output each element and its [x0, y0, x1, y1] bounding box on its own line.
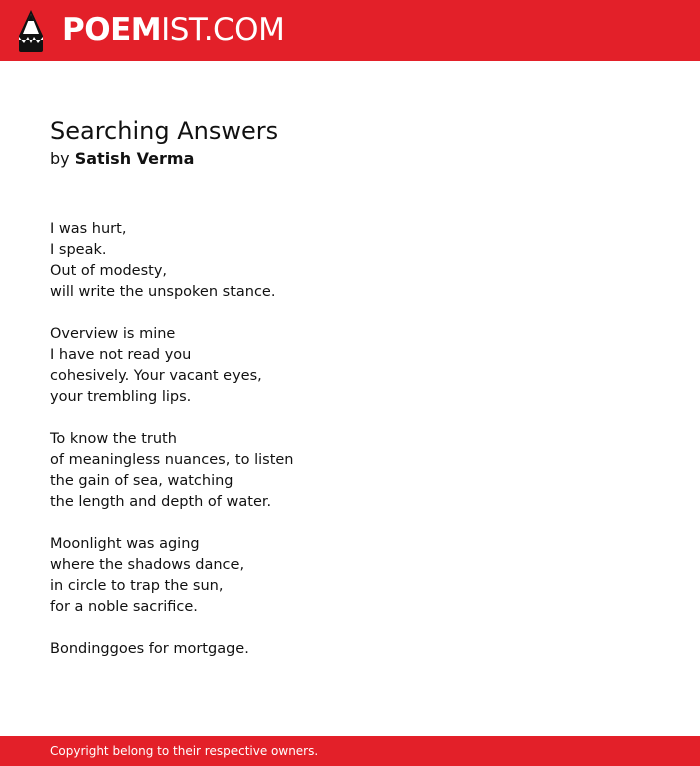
stanza [50, 534, 650, 618]
poem-line: I speak. [50, 242, 107, 258]
poem-line: Out of modesty, [50, 263, 168, 279]
byline [50, 148, 194, 170]
poem-body [50, 219, 650, 681]
poem-line: cohesively. Your vacant eyes, [50, 368, 262, 384]
poem-line: Bondinggoes for mortgage. [50, 641, 249, 657]
poem-line: Moonlight was aging [50, 536, 200, 552]
site-header [0, 0, 700, 61]
by-label: by [50, 149, 70, 168]
stanza [50, 219, 650, 303]
pencil-icon[interactable] [18, 10, 44, 52]
logo-light-text: IST.COM [161, 12, 285, 48]
poem-line: I was hurt, [50, 221, 127, 237]
poem-line: your trembling lips. [50, 389, 192, 405]
poem-line: will write the unspoken stance. [50, 284, 276, 300]
poem-line: the length and depth of water. [50, 494, 272, 510]
poem-line: where the shadows dance, [50, 557, 245, 573]
stanza [50, 639, 650, 660]
copyright-text: Copyright belong to their respective owners. [50, 744, 319, 758]
poem-line: Overview is mine [50, 326, 176, 342]
poem-line: the gain of sea, watching [50, 473, 234, 489]
poem-title: Searching Answers [50, 117, 279, 145]
poem-line: in circle to trap the sun, [50, 578, 224, 594]
site-footer [0, 736, 700, 766]
poem-line: To know the truth [50, 431, 177, 447]
author-name: Satish Verma [74, 149, 195, 168]
site-logo[interactable] [62, 11, 284, 49]
poem-line: of meaningless nuances, to listen [50, 452, 294, 468]
poem-line: I have not read you [50, 347, 192, 363]
stanza [50, 324, 650, 408]
stanza [50, 429, 650, 513]
poem-line: for a noble sacrifice. [50, 599, 198, 615]
logo-bold-text: POEM [62, 12, 162, 48]
